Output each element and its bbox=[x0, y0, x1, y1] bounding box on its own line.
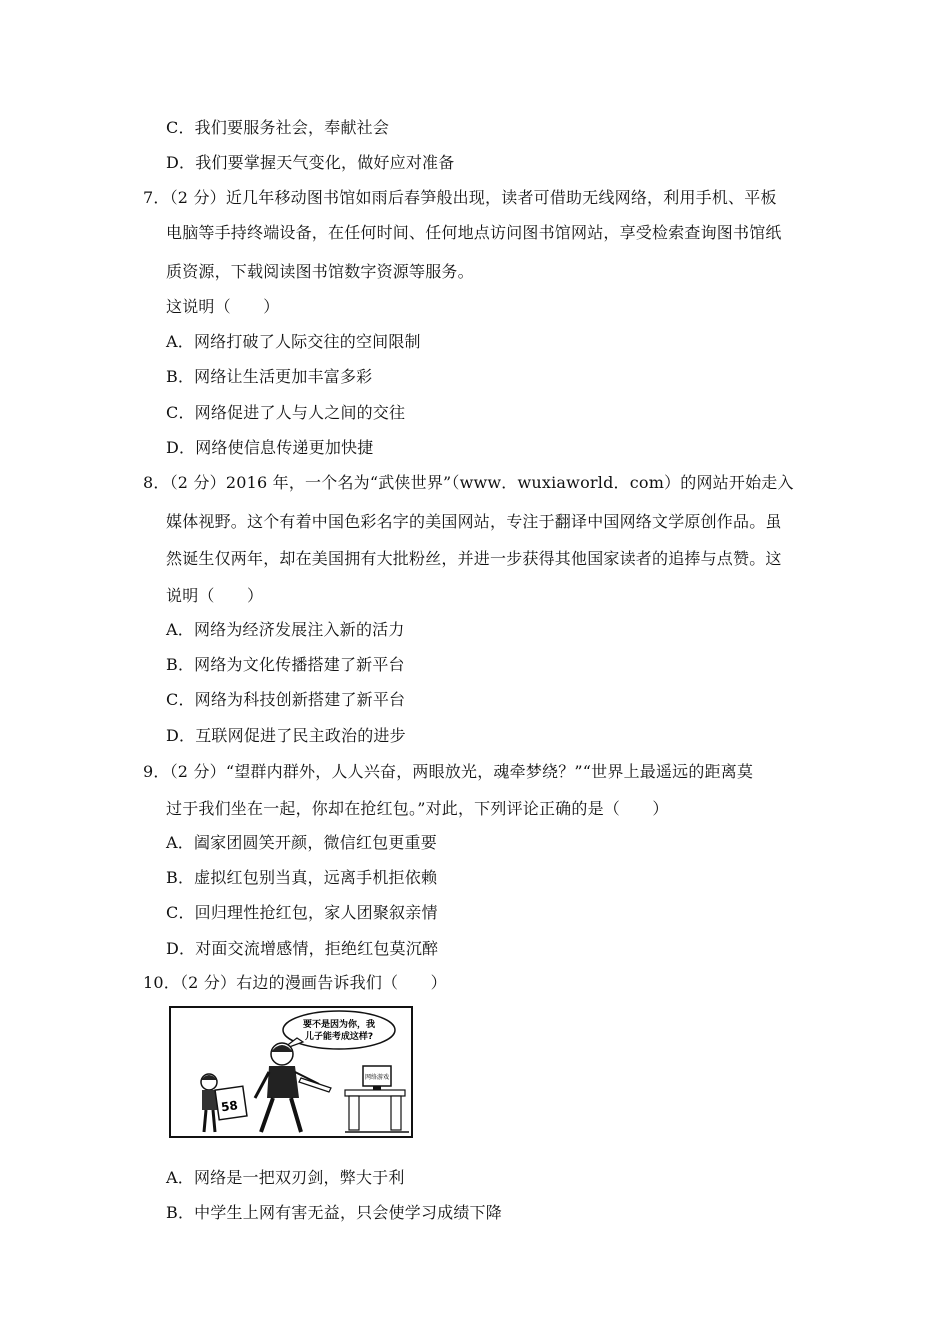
question-8-option-b: B．网络为文化传播搭建了新平台 bbox=[166, 655, 405, 674]
question-8-option-a: A．网络为经济发展注入新的活力 bbox=[166, 620, 405, 639]
question-7-option-c: C．网络促进了人与人之间的交往 bbox=[166, 403, 406, 422]
question-8-stem: 8．（2 分）2016 年，一个名为“武侠世界”（www．wuxiaworld．com）的网站开始走入 bbox=[143, 473, 794, 492]
option-d: D．我们要掌握天气变化，做好应对准备 bbox=[166, 153, 455, 172]
question-7-stem: 7．（2 分）近几年移动图书馆如雨后春笋般出现，读者可借助无线网络，利用手机、平板 bbox=[143, 188, 777, 207]
monitor-screen-text: 网络游戏 bbox=[364, 1074, 390, 1081]
bubble-text-line-1: 要不是因为你，我 bbox=[302, 1020, 376, 1030]
question-7-prompt: 这说明（ ） bbox=[166, 297, 280, 316]
question-10-option-a: A．网络是一把双刃剑，弊大于利 bbox=[166, 1168, 405, 1187]
question-8-stem: 然诞生仅两年，却在美国拥有大批粉丝，并进一步获得其他国家读者的追捧与点赞。这 bbox=[166, 549, 782, 568]
question-10-option-b: B．中学生上网有害无益，只会使学习成绩下降 bbox=[166, 1203, 502, 1222]
bubble-text-line-2: 儿子能考成这样? bbox=[304, 1032, 374, 1042]
question-9-stem: 9．（2 分）“望群内群外，人人兴奋，两眼放光，魂牵梦绕？”“世界上最遥远的距离莫 bbox=[143, 762, 754, 781]
question-7-option-b: B．网络让生活更加丰富多彩 bbox=[166, 367, 373, 386]
question-7-stem: 质资源，下载阅读图书馆数字资源等服务。 bbox=[166, 262, 474, 281]
question-9-option-a: A．阖家团圆笑开颜，微信红包更重要 bbox=[166, 833, 437, 852]
cartoon-illustration bbox=[169, 1006, 413, 1138]
question-10-stem: 10．（2 分）右边的漫画告诉我们（ ） bbox=[143, 973, 447, 992]
question-9-option-c: C．回归理性抢红包，家人团聚叙亲情 bbox=[166, 903, 438, 922]
question-7-stem: 电脑等手持终端设备，在任何时间、任何地点访问图书馆网站，享受检索查询图书馆纸 bbox=[166, 223, 782, 242]
question-8-option-c: C．网络为科技创新搭建了新平台 bbox=[166, 690, 406, 709]
question-9-option-b: B．虚拟红包别当真，远离手机拒依赖 bbox=[166, 868, 438, 887]
question-8-option-d: D．互联网促进了民主政治的进步 bbox=[166, 726, 406, 745]
option-c: C．我们要服务社会，奉献社会 bbox=[166, 118, 390, 137]
question-9-stem: 过于我们坐在一起，你却在抢红包。”对此，下列评论正确的是（ ） bbox=[166, 799, 669, 818]
question-7-option-d: D．网络使信息传递更加快捷 bbox=[166, 438, 374, 457]
question-7-option-a: A．网络打破了人际交往的空间限制 bbox=[166, 332, 421, 351]
test-paper-score: 58 bbox=[220, 1098, 239, 1115]
question-8-prompt: 说明（ ） bbox=[166, 586, 264, 605]
question-8-stem: 媒体视野。这个有着中国色彩名字的美国网站，专注于翻译中国网络文学原创作品。虽 bbox=[166, 512, 782, 531]
question-9-option-d: D．对面交流增感情，拒绝红包莫沉醉 bbox=[166, 939, 439, 958]
